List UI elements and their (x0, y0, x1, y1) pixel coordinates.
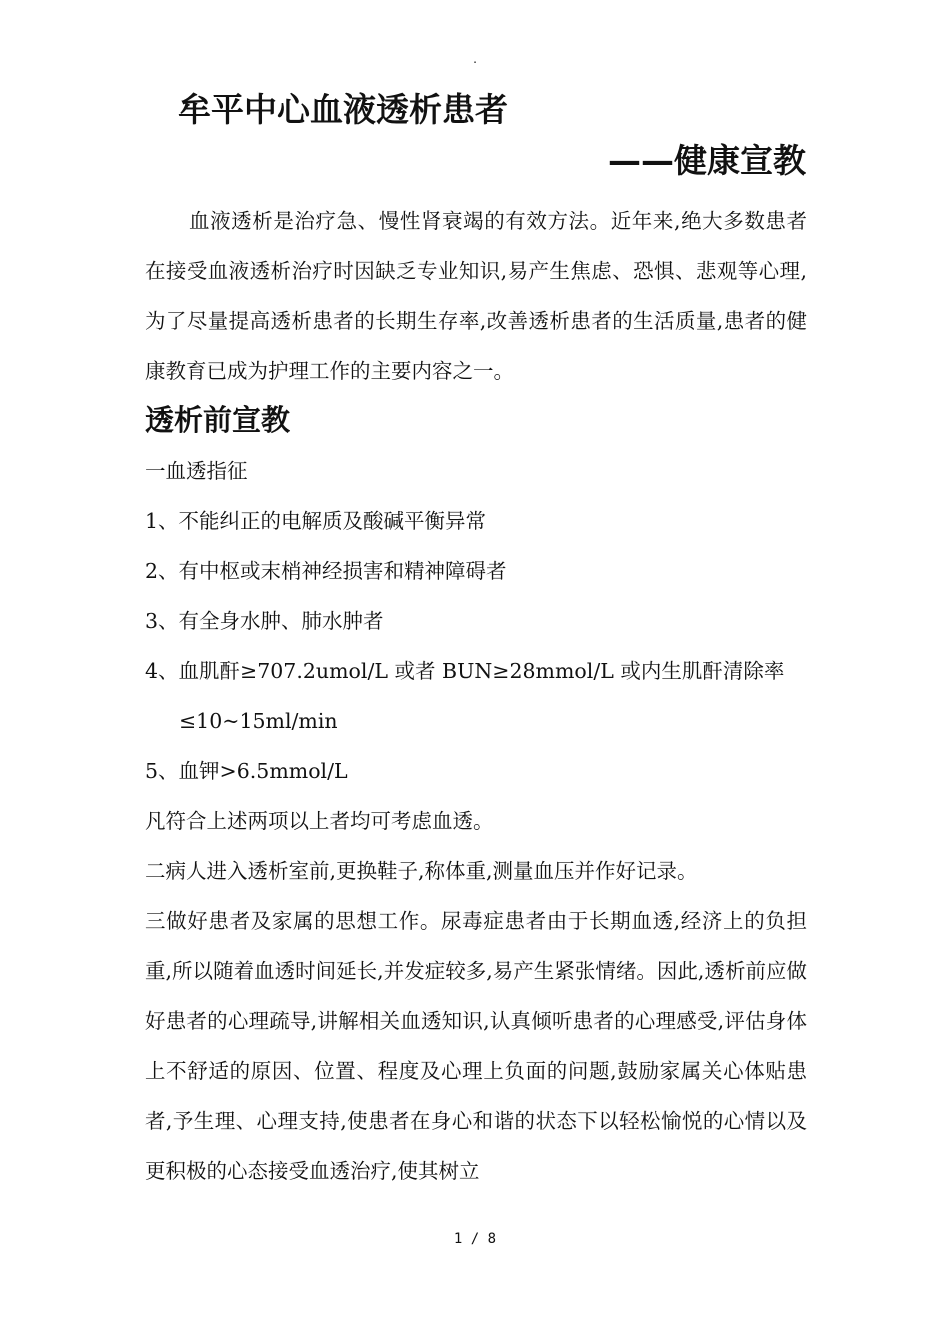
document-body (145, 196, 807, 1196)
list-item: 3、有全身水肿、肺水肿者 (145, 609, 384, 633)
indications-heading: 一血透指征 (145, 459, 248, 483)
list-item: 5、血钾>6.5mmol/L (145, 759, 348, 783)
list-item: 1、不能纠正的电解质及酸碱平衡异常 (145, 509, 487, 533)
intro-paragraph: 血液透析是治疗急、慢性肾衰竭的有效方法。近年来,绝大多数患者在接受血液透析治疗时因缺乏专业知识,易产生焦虑、恐惧、悲观等心理,为了尽量提高透析患者的长期生存率,改善透析患者的生活质量,患者的健康教育已成为护理工作的主要内容之一。 (145, 209, 807, 383)
list-item: 4、血肌酐≥707.2umol/L 或者 BUN≥28mmol/L 或内生肌酐清除率≤10~15ml/min (145, 659, 785, 733)
page-number: 1 / 8 (453, 1231, 497, 1247)
list-item: 2、有中枢或末梢神经损害和精神障碍者 (145, 559, 507, 583)
item-three-paragraph: 三做好患者及家属的思想工作。尿毒症患者由于长期血透,经济上的负担重,所以随着血透时间延长,并发症较多,易产生紧张情绪。因此,透析前应做好患者的心理疏导,讲解相关血透知识,认真倾听患者的心理感受,评估身体上不舒适的原因、位置、程度及心理上负面的问题,鼓励家属关心体贴患者,予生理、心理支持,使患者在身心和谐的状态下以轻松愉悦的心情以及更积极的心态接受血透治疗,使其树立 (145, 909, 807, 1183)
indications-conclusion: 凡符合上述两项以上者均可考虑血透。 (145, 809, 494, 833)
header-mark: . (473, 52, 477, 66)
document-title: 牟平中心血液透析患者 (178, 90, 508, 129)
document-subtitle: ——健康宣教 (608, 141, 806, 180)
section-heading: 透析前宣教 (145, 403, 291, 437)
item-two-paragraph: 二病人进入透析室前,更换鞋子,称体重,测量血压并作好记录。 (145, 859, 698, 883)
